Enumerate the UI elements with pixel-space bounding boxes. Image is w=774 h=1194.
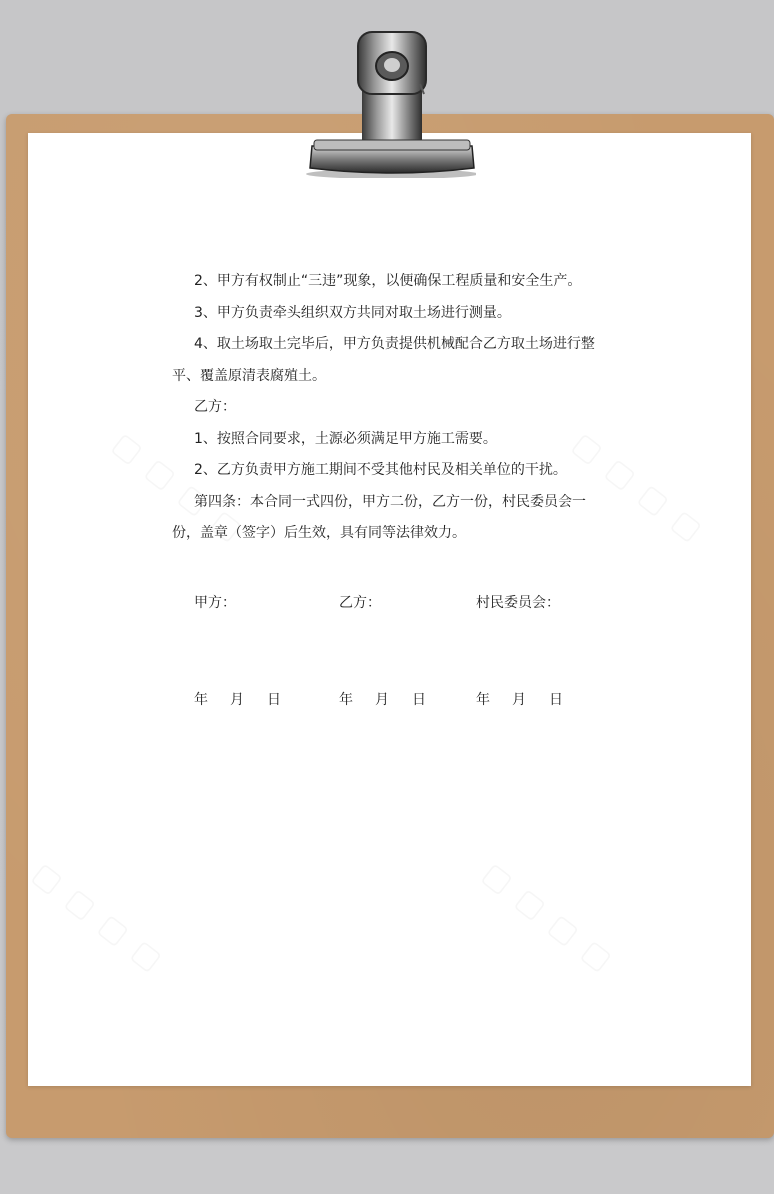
paragraph: 份，盖章（签字）后生效，具有同等法律效力。 xyxy=(172,525,466,541)
document-body xyxy=(172,266,612,550)
signature-committee: 村民委员会： xyxy=(476,595,560,611)
date-party-b xyxy=(339,689,426,709)
date-month: 月 xyxy=(512,692,526,708)
date-year: 年 xyxy=(194,692,208,708)
date-month: 月 xyxy=(375,692,389,708)
signature-party-a: 甲方： xyxy=(194,595,236,611)
date-party-a xyxy=(194,689,281,709)
date-year: 年 xyxy=(476,692,490,708)
signature-party-b: 乙方： xyxy=(339,595,381,611)
paragraph: 3、甲方负责牵头组织双方共同对取土场进行测量。 xyxy=(194,304,511,321)
date-year: 年 xyxy=(339,692,353,708)
date-day: 日 xyxy=(549,692,563,708)
date-day: 日 xyxy=(267,692,281,708)
paragraph: 乙方： xyxy=(194,399,236,415)
paragraph: 平、覆盖原清表腐殖土。 xyxy=(172,367,326,384)
date-committee xyxy=(476,689,563,709)
paragraph: 2、甲方有权制止“三违”现象，以便确保工程质量和安全生产。 xyxy=(194,273,582,289)
binder-clip-icon xyxy=(306,28,476,178)
paragraph: 4、取土场取土完毕后，甲方负责提供机械配合乙方取土场进行整 xyxy=(194,336,595,352)
paragraph: 1、按照合同要求，土源必须满足甲方施工需要。 xyxy=(194,430,497,447)
date-month: 月 xyxy=(230,692,244,708)
paragraph: 2、乙方负责甲方施工期间不受其他村民及相关单位的干扰。 xyxy=(194,462,567,478)
date-day: 日 xyxy=(412,692,426,708)
paragraph: 第四条：本合同一式四份，甲方二份，乙方一份，村民委员会一 xyxy=(194,493,586,510)
